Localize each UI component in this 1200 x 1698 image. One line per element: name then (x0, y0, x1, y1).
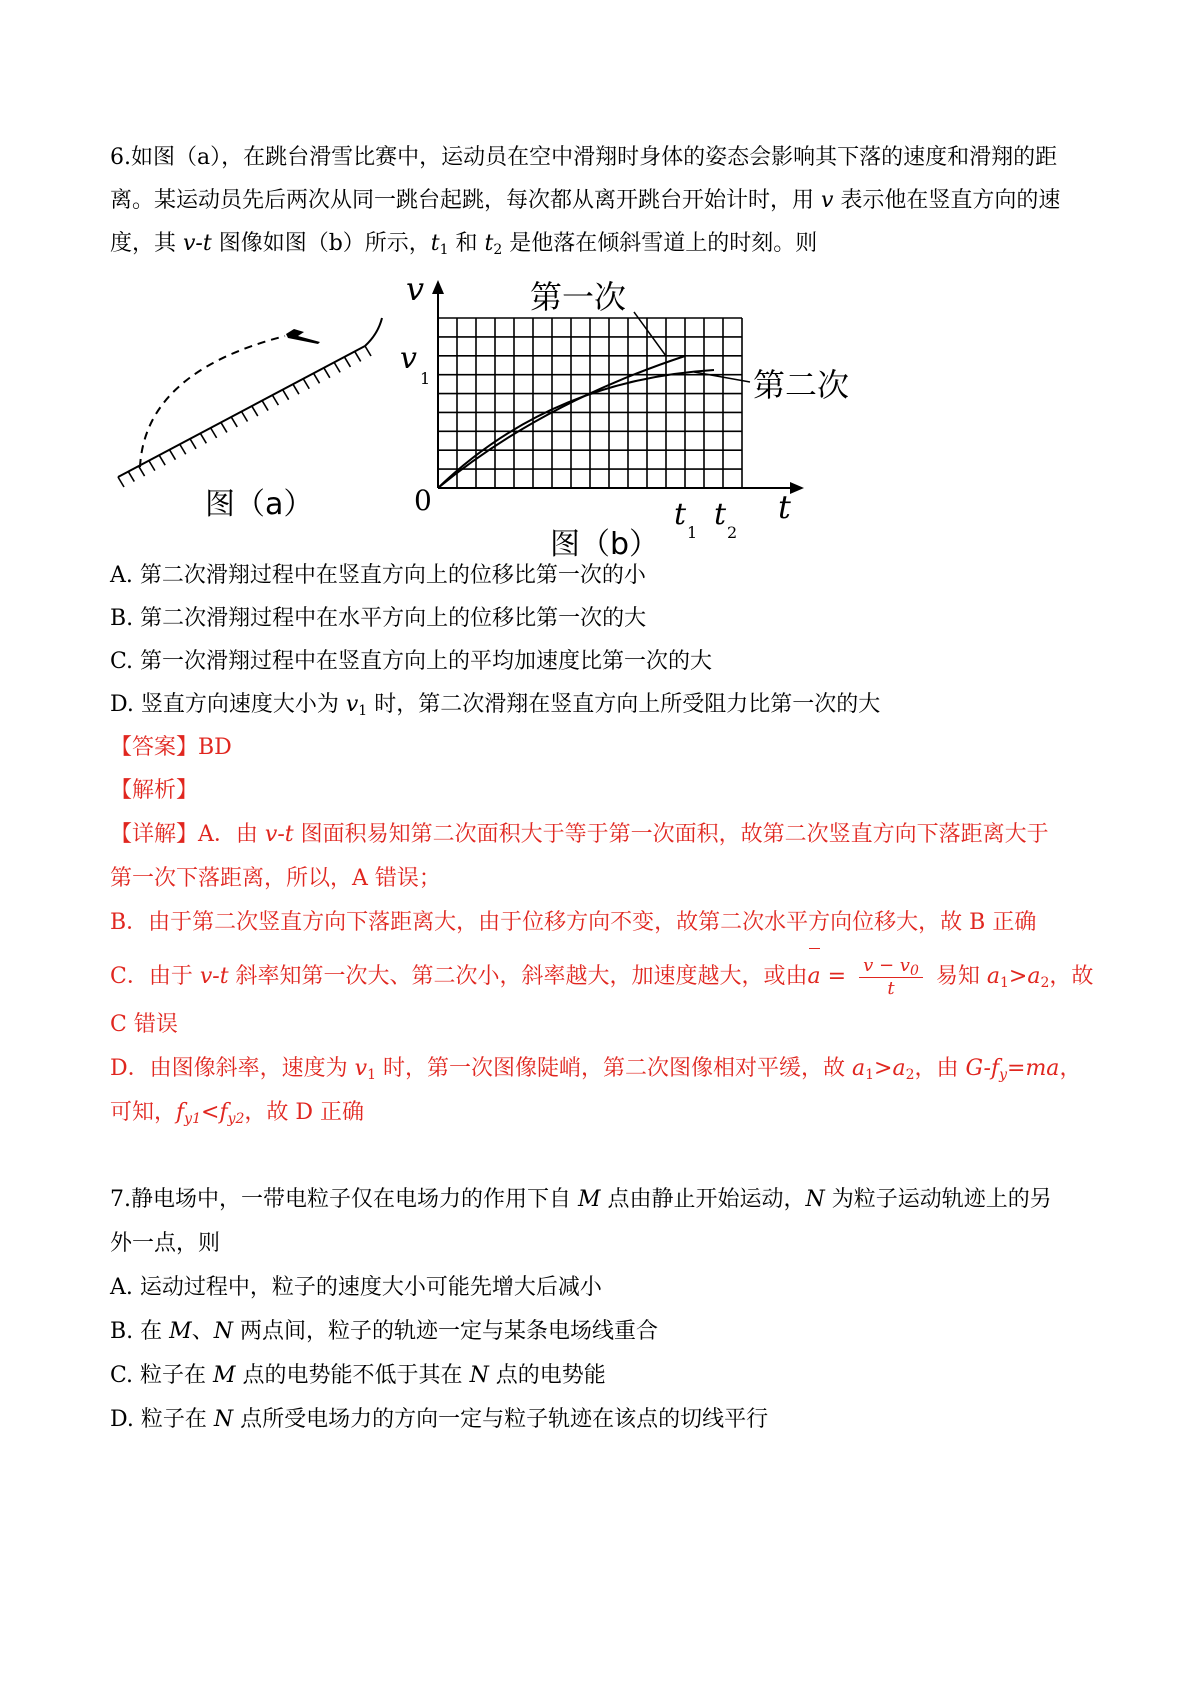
q7-stem-line2 (110, 1229, 220, 1259)
var-v1: v (354, 1056, 368, 1081)
var-vt: v-t (264, 822, 294, 847)
equals-sign: = (820, 964, 854, 989)
detail-text: D．由图像斜率，速度为 (110, 1056, 355, 1081)
detail-text: 第一次下落距离，所以，A 错误； (110, 866, 441, 891)
q7-option-c (110, 1361, 606, 1391)
option-text: D. 粒子在 (110, 1407, 214, 1432)
q7-stem-line1 (110, 1185, 1052, 1215)
skier-icon (286, 329, 320, 344)
tick-label-t1-sub: 1 (687, 523, 698, 542)
curve-second (438, 370, 714, 488)
subscript: y2 (227, 1111, 245, 1127)
var-a1: a (986, 964, 1000, 989)
subscript: 1 (358, 703, 368, 719)
q7-option-b (110, 1317, 658, 1347)
q7-stem-text: 为粒子运动轨迹上的另 (824, 1187, 1052, 1212)
tick-label-t1: t (674, 497, 687, 532)
var-vt: v-t (199, 964, 229, 989)
figure-a-caption: 图（a） (205, 487, 314, 522)
subscript: 1 (367, 1067, 376, 1083)
subscript: 2 (493, 242, 503, 258)
q6-figures (110, 270, 890, 566)
gt-sign: > (1008, 964, 1028, 989)
option-text: 两点间，粒子的轨迹一定与某条电场线重合 (232, 1319, 658, 1344)
q6-detail-a-line1 (110, 820, 1049, 850)
q6-stem-text: 6.如图（a），在跳台滑雪比赛中，运动员在空中滑翔时身体的姿态会影响其下落的速度和滑翔的距 (110, 145, 1058, 170)
var-a1: a (852, 1056, 866, 1081)
q7-stem-text: 点由静止开始运动， (600, 1187, 806, 1212)
subscript: 1 (1000, 975, 1009, 991)
option-text: A. 运动过程中，粒子的速度大小可能先增大后减小 (110, 1275, 602, 1300)
option-text: 时，第二次滑翔在竖直方向上所受阻力比第一次的大 (367, 692, 881, 717)
figure-b-caption: 图（b） (550, 527, 660, 562)
var-fy1: f (176, 1100, 185, 1125)
q6-stem-text: 是他落在倾斜雪道上的时刻。则 (502, 231, 818, 256)
subscript: y1 (184, 1111, 201, 1127)
q6-stem-line1 (110, 143, 1057, 173)
var-a2: a (892, 1056, 906, 1081)
q7-option-d (110, 1405, 768, 1435)
slope-hatching (118, 346, 371, 487)
option-text: 点的电势能 (488, 1363, 606, 1388)
ramp-curve (365, 318, 382, 346)
var-t1: t (430, 231, 440, 256)
label-first: 第一次 (530, 278, 627, 316)
var-v: v (821, 188, 834, 213)
q6-detail-a-line2 (110, 864, 441, 894)
detail-text: ，由 (914, 1056, 966, 1081)
option-text: 点所受电场力的方向一定与粒子轨迹在该点的切线平行 (233, 1407, 769, 1432)
subscript: y (999, 1067, 1008, 1083)
v-axis-arrow-icon (432, 280, 444, 294)
equation-part: =ma (1007, 1056, 1060, 1081)
detail-text: C 错误 (110, 1012, 178, 1037)
var-M: M (578, 1187, 601, 1212)
fraction (859, 955, 923, 1000)
detail-text: 【详解】A．由 (110, 822, 265, 847)
q6-stem-text: 图像如图（b）所示， (211, 231, 431, 256)
var-M: M (169, 1319, 192, 1344)
q6-detail-d-line1 (110, 1054, 1081, 1084)
var-t2: t (484, 231, 494, 256)
avg-accel-symbol: a (808, 952, 821, 1002)
q6-stem-text: 和 (448, 231, 485, 256)
var-vt: v-t (183, 231, 212, 256)
numerator-text: v − v (863, 954, 910, 976)
curve-first (438, 356, 685, 488)
subscript: 1 (865, 1067, 875, 1083)
detail-text: 斜率知第一次大、第二次小，斜率越大，加速度越大，或由 (228, 964, 808, 989)
label-second: 第二次 (753, 366, 850, 404)
tick-label-t2-sub: 2 (727, 523, 738, 542)
option-text: A. 第二次滑翔过程中在竖直方向上的位移比第一次的小 (110, 563, 646, 588)
var-N: N (213, 1407, 234, 1432)
detail-text: 时，第一次图像陡峭，第二次图像相对平缓，故 (376, 1056, 852, 1081)
option-text: 点的电势能不低于其在 (235, 1363, 470, 1388)
q6-stem-line3 (110, 229, 817, 259)
detail-text: 可知， (110, 1100, 177, 1125)
axis-label-t: t (778, 488, 791, 526)
separator: 、 (191, 1319, 214, 1344)
lt-sign: < (201, 1100, 220, 1125)
graph-grid (438, 318, 742, 488)
option-text: D. 竖直方向速度大小为 (110, 692, 346, 717)
q6-detail-c-line2 (110, 1010, 178, 1040)
q6-option-c (110, 647, 712, 677)
q6-option-b (110, 604, 646, 634)
var-N: N (805, 1187, 825, 1212)
subscript: 0 (909, 962, 919, 979)
var-fy2: f (219, 1100, 228, 1125)
fraction-denominator: t (887, 977, 895, 999)
detail-text: 图面积易知第二次面积大于等于第一次面积，故第二次竖直方向下落距离大于 (293, 822, 1049, 847)
var-a2: a (1027, 964, 1041, 989)
tick-label-v1-sub: 1 (420, 369, 431, 388)
detail-text: ， (1059, 1056, 1082, 1081)
q6-option-a (110, 561, 646, 591)
answer-text: 【答案】BD (110, 735, 232, 760)
subscript: 2 (1040, 975, 1050, 991)
axis-label-v: v (406, 270, 425, 308)
fraction-numerator (859, 955, 923, 978)
q6-stem-line2 (110, 186, 1060, 216)
q6-detail-c-line1 (110, 952, 1093, 1002)
q6-figure-svg (110, 270, 890, 562)
t-axis-arrow-icon (790, 482, 804, 494)
subscript: 2 (905, 1067, 915, 1083)
q6-answer (110, 733, 232, 763)
q6-stem-text: 表示他在竖直方向的速 (833, 188, 1061, 213)
origin-label: 0 (414, 484, 432, 517)
var-N: N (213, 1319, 233, 1344)
option-text: B. 第二次滑翔过程中在水平方向上的位移比第一次的大 (110, 606, 647, 631)
q7-option-a (110, 1273, 602, 1303)
gt-sign: > (874, 1056, 893, 1081)
detail-text: C．由于 (110, 964, 200, 989)
detail-text: 易知 (928, 964, 987, 989)
q6-analysis-label (110, 776, 198, 806)
var-M: M (213, 1363, 236, 1388)
subscript: 1 (439, 242, 449, 258)
var-v1: v (345, 692, 359, 717)
q6-detail-d-line2 (110, 1098, 364, 1128)
option-text: C. 粒子在 (110, 1363, 214, 1388)
q6-option-d (110, 690, 880, 720)
var-N: N (469, 1363, 489, 1388)
q6-detail-b (110, 908, 1036, 938)
detail-text: ，故 (1049, 964, 1094, 989)
detail-text: B．由于第二次竖直方向下落距离大，由于位移方向不变，故第二次水平方向位移大，故 B 正确 (110, 910, 1037, 935)
analysis-text: 【解析】 (110, 778, 199, 803)
q6-stem-text: 度，其 (110, 231, 183, 256)
q7-stem-text: 外一点，则 (110, 1231, 221, 1256)
detail-text: ，故 D 正确 (244, 1100, 365, 1125)
q7-stem-text: 7.静电场中，一带电粒子仅在电场力的作用下自 (110, 1187, 578, 1212)
option-text: B. 在 (110, 1319, 170, 1344)
equation-part: G-f (965, 1056, 1000, 1081)
option-text: C. 第一次滑翔过程中在竖直方向上的平均加速度比第一次的大 (110, 649, 713, 674)
figure-a-slope (118, 318, 382, 522)
tick-label-v1: v (400, 341, 417, 376)
q6-stem-text: 离。某运动员先后两次从同一跳台起跳，每次都从离开跳台开始计时，用 (110, 188, 821, 213)
tick-label-t2: t (714, 497, 727, 532)
figure-b-graph (400, 270, 849, 562)
